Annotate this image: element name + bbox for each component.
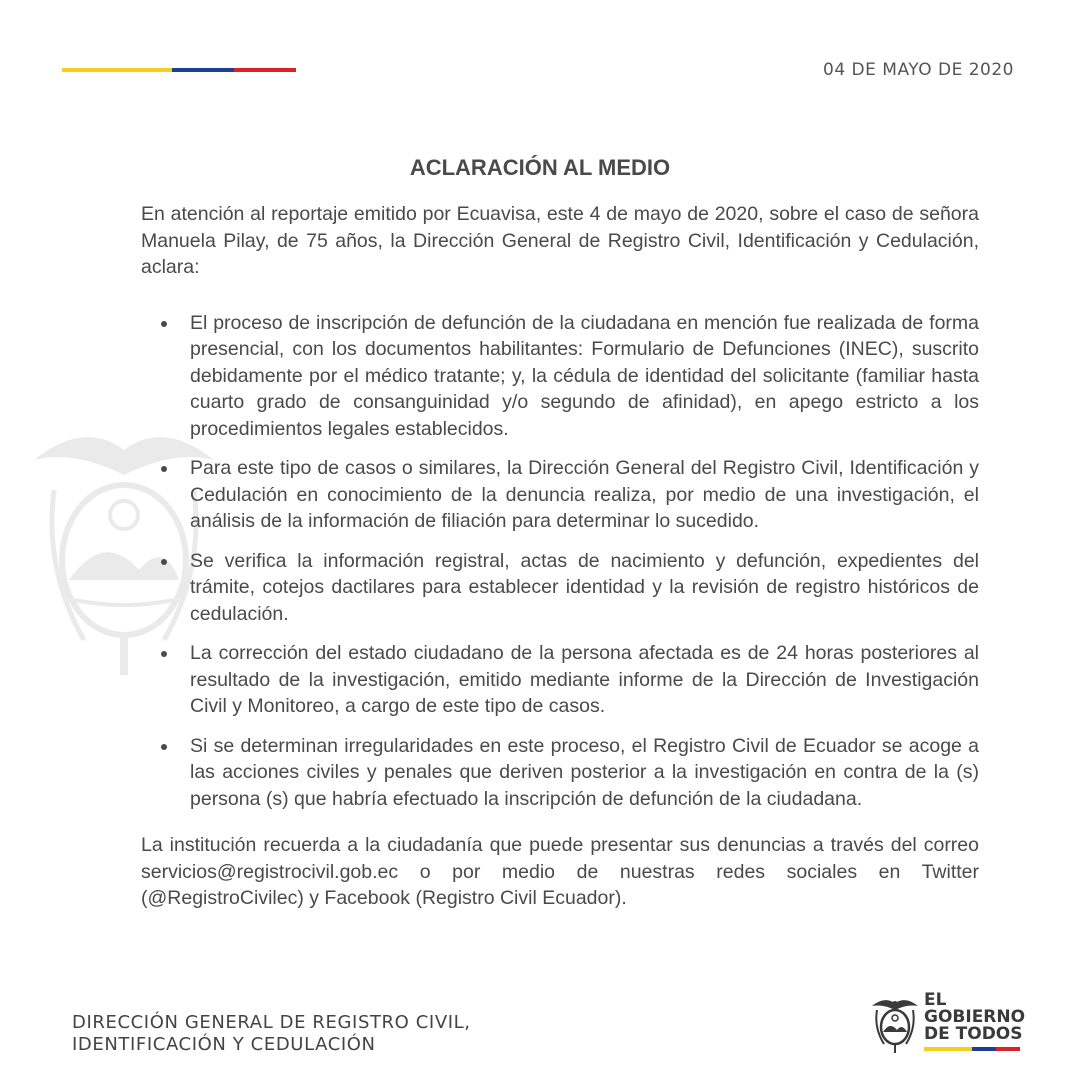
- bullet-icon: [161, 651, 167, 657]
- government-logo: [870, 992, 1030, 1056]
- flag-stripe: [62, 68, 296, 72]
- list-item: [141, 733, 979, 813]
- logo-flag-bar: [924, 1047, 1020, 1051]
- department-line-1: DIRECCIÓN GENERAL DE REGISTRO CIVIL,: [72, 1012, 471, 1033]
- document-title: ACLARACIÓN AL MEDIO: [409, 155, 671, 180]
- list-item: [141, 548, 979, 628]
- bullet-icon: [161, 466, 167, 472]
- list-item-text: El proceso de inscripción de defunción de la ciudadana en mención fue realizada de forma presencial, con los documentos habilitantes: Formulario de Defunciones (INEC), suscrito debidamente por el médico tratante; y, la cédula de identidad del solicitante (familiar hasta cuarto grado de consanguinidad y/o segundo de afinidad), en apego estricto a los procedimientos legales establecidos.: [190, 311, 979, 440]
- bullet-icon: [161, 744, 167, 750]
- logo-flag-blue: [972, 1047, 996, 1051]
- department-line-2: IDENTIFICACIÓN Y CEDULACIÓN: [72, 1034, 376, 1055]
- logo-flag-red: [996, 1047, 1020, 1051]
- list-item: [141, 455, 979, 535]
- logo-flag-yellow: [924, 1047, 972, 1051]
- list-item: [141, 640, 979, 720]
- list-item-text: Si se determinan irregularidades en este proceso, el Registro Civil de Ecuador se acoge a las acciones civiles y penales que deriven posterior a la investigación en contra de la (s) persona (s) que habría efectuado la inscripción de defunción de la ciudadana.: [190, 734, 979, 810]
- logo-line-3: DE TODOS: [924, 1024, 1023, 1044]
- intro-paragraph: En atención al reportaje emitido por Ecuavisa, este 4 de mayo de 2020, sobre el caso de señora Manuela Pilay, de 75 años, la Dirección General de Registro Civil, Identificación y Cedulación, aclara:: [141, 203, 979, 278]
- footer-department: [72, 1012, 471, 1056]
- logo-line-1: EL: [924, 990, 947, 1010]
- flag-red-segment: [234, 68, 296, 72]
- list-item: [141, 310, 979, 443]
- list-item-text: Para este tipo de casos o similares, la Dirección General del Registro Civil, Identificación y Cedulación en conocimiento de la denuncia realiza, por medio de una investigación, el análisis de la información de filiación para determinar lo sucedido.: [190, 457, 979, 532]
- document-body: [141, 201, 979, 912]
- list-item-text: La corrección del estado ciudadano de la persona afectada es de 24 horas posteriores al resultado de la investigación, emitido mediante informe de la Dirección de Investigación Civil y Monitoreo, a cargo de este tipo de casos.: [190, 642, 979, 717]
- flag-blue-segment: [172, 68, 234, 72]
- flag-yellow-segment: [62, 68, 172, 72]
- coat-of-arms-icon: [870, 994, 920, 1054]
- list-item-text: Se verifica la información registral, actas de nacimiento y defunción, expedientes del trámite, cotejos dactilares para establecer identidad y la revisión de registro históricos de cedulación.: [190, 549, 979, 625]
- bullet-icon: [161, 321, 167, 327]
- document-date: 04 DE MAYO DE 2020: [823, 60, 1014, 80]
- logo-wordmark: [924, 992, 1025, 1043]
- clarification-list: [141, 310, 979, 813]
- logo-line-2: GOBIERNO: [924, 1007, 1026, 1027]
- closing-paragraph: La institución recuerda a la ciudadanía que puede presentar sus denuncias a través del correo servicios@registrocivil.gob.ec o por medio de nuestras redes sociales en Twitter (@RegistroCivilec) y Facebook (Registro Civil Ecuador).: [141, 834, 979, 909]
- bullet-icon: [161, 559, 167, 565]
